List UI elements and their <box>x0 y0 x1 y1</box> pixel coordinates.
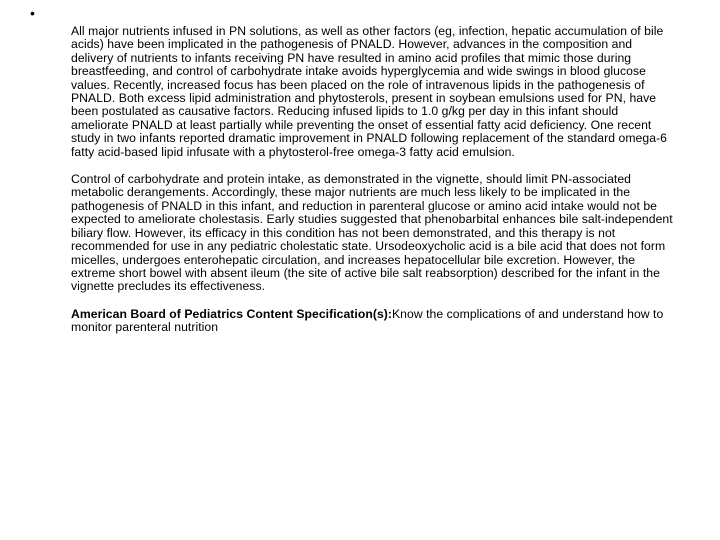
specification-text: Know the complications of and understand how to monitor parenteral nutrition <box>71 306 664 335</box>
bullet-marker: • <box>30 5 35 21</box>
content-specification <box>71 308 677 335</box>
bullet-content <box>71 25 677 349</box>
paragraph-carbohydrate-protein: Control of carbohydrate and protein intake, as demonstrated in the vignette, should limit PN-associated metabolic derangements. Accordingly, these major nutrients are much less likely to be implicated in the pathogenesis of PNALD in this infant, and reduction in parenteral glucose or amino acid intake would not be expected to ameliorate cholestasis. Early studies suggested that phenobarbital enhances bile salt-independent biliary flow. However, its efficacy in this condition has not been demonstrated, and this therapy is not recommended for use in any pediatric cholestatic state. Ursodeoxycholic acid is a bile acid that does not form micelles, undergoes enterohepatic circulation, and increases hepatocellular bile excretion. However, the extreme short bowel with absent ileum (the site of active bile salt reabsorption) described for the infant in the vignette precludes its effectiveness. <box>71 172 673 294</box>
paragraph-lipids: All major nutrients infused in PN solutions, as well as other factors (eg, infection, hepatic accumulation of bile acids) have been implicated in the pathogenesis of PNALD. However, advances in the composition and delivery of nutrients to infants receiving PN have resulted in amino acid profiles that mimic those during breastfeeding, and control of carbohydrate intake avoids hyperglycemia and wide swings in blood glucose values. Recently, increased focus has been placed on the role of intravenous lipids in the pathogenesis of PNALD. Both excess lipid administration and phytosterols, present in soybean emulsions used for PN, have been postulated as causative factors. Reducing infused lipids to 1.0 g/kg per day in this infant should ameliorate PNALD at least partially while preventing the onset of essential fatty acid deficiency. One recent study in two infants reported dramatic improvement in PNALD following replacement of the standard omega-6 fatty acid-based lipid infusate with a phytosterol-free omega-3 fatty acid emulsion. <box>71 24 667 159</box>
specification-label: American Board of Pediatrics Content Specification(s): <box>71 306 392 321</box>
